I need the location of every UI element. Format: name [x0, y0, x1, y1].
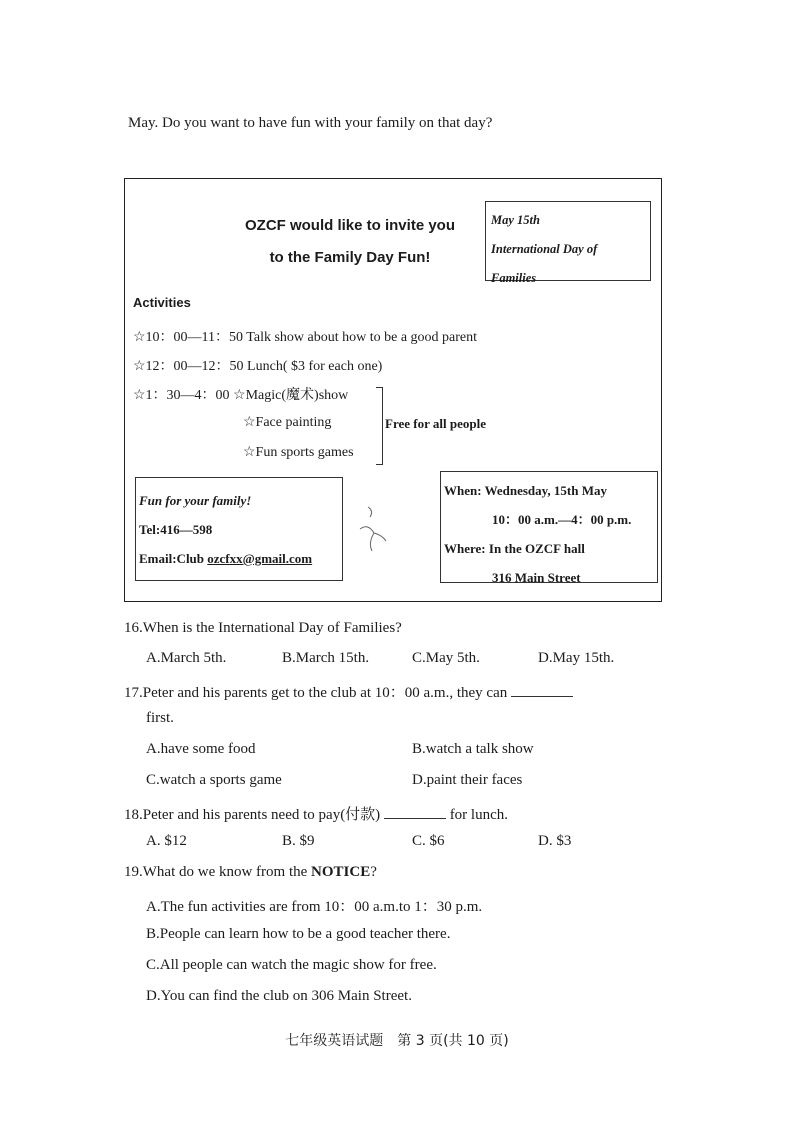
activity-item: ☆12：00—12：50 Lunch( $3 for each one) [133, 359, 383, 374]
activity-item: ☆Fun sports games [243, 445, 354, 460]
q17-stem-text: 17.Peter and his parents get to the club at 10：00 a.m., they can [124, 685, 508, 701]
answer-blank [511, 684, 573, 697]
q16-option-d: D.May 15th. [538, 650, 615, 666]
free-note: Free for all people [385, 416, 486, 431]
date-box [485, 201, 651, 285]
page-footer: 七年级英语试题 第 3 页(共 10 页) [285, 1033, 509, 1049]
activity-item: ☆10：00—11：50 Talk show about how to be a good parent [133, 330, 478, 345]
when-line [444, 476, 654, 505]
notice-poster [124, 178, 662, 602]
contact-tagline: Fun for your family! [139, 493, 252, 508]
q16-option-a: A.March 5th. [146, 650, 227, 666]
when-label: When: [444, 483, 482, 498]
q16-option-c: C.May 5th. [412, 650, 480, 666]
q18-option-c: C. $6 [412, 833, 445, 849]
activity-item: ☆Face painting [243, 415, 332, 430]
q16-option-b: B.March 15th. [282, 650, 370, 666]
q19-stem-before: 19.What do we know from the [124, 864, 312, 880]
when-day: Wednesday, 15th May [484, 483, 608, 498]
q18-stem-after: for lunch. [449, 807, 509, 823]
q18-option-a: A. $12 [146, 833, 187, 849]
poster-title-line1: OZCF would like to invite you [244, 217, 455, 234]
date-box-line: Families [491, 271, 537, 285]
poster-title-line2: to the Family Day Fun! [269, 249, 431, 266]
q17-option-a: A.have some food [146, 741, 256, 757]
when-where-box [440, 471, 658, 583]
q18-option-d: D. $3 [538, 833, 572, 849]
where-label: Where: [444, 541, 486, 556]
answer-blank [384, 806, 446, 819]
email-link[interactable]: ozcfxx@gmail.com [207, 551, 313, 566]
where-street: 316 Main Street [492, 570, 581, 585]
q19-option-b: B.People can learn how to be a good teacher there. [146, 926, 451, 942]
q19-option-c: C.All people can watch the magic show for free. [146, 957, 437, 973]
pen-scribble [350, 499, 390, 559]
contact-tel: Tel:416—598 [139, 522, 213, 537]
where-line [444, 534, 654, 563]
where-place: In the OZCF hall [488, 541, 585, 556]
contact-box [135, 477, 343, 581]
date-box-line: May 15th [491, 213, 540, 227]
question-16-stem: 16.When is the International Day of Families? [124, 620, 402, 636]
intro-text: May. Do you want to have fun with your family on that day? [128, 115, 493, 131]
question-17-stem [124, 681, 573, 702]
when-time: 10：00 a.m.—4：00 p.m. [492, 512, 632, 527]
activity-item: ☆1：30—4：00 ☆Magic(魔术)show [133, 388, 349, 403]
q19-option-a: A.The fun activities are from 10：00 a.m.to 1：30 p.m. [146, 899, 483, 915]
q18-option-b: B. $9 [282, 833, 315, 849]
q19-option-d: D.You can find the club on 306 Main Street. [146, 988, 412, 1004]
question-19-stem [124, 864, 377, 881]
contact-email [139, 544, 339, 573]
email-label: Email:Club [139, 551, 208, 566]
q19-stem-bold: NOTICE [311, 864, 371, 880]
question-17-stem-cont: first. [146, 710, 174, 726]
q19-stem-after: ? [370, 864, 377, 880]
q18-stem-before: 18.Peter and his parents need to pay(付款) [124, 807, 381, 823]
date-box-line: International Day of [491, 242, 598, 256]
q17-option-d: D.paint their faces [412, 772, 523, 788]
brace [376, 387, 383, 465]
question-18-stem [124, 803, 508, 824]
q17-option-c: C.watch a sports game [146, 772, 282, 788]
q17-option-b: B.watch a talk show [412, 741, 534, 757]
activities-heading: Activities [133, 295, 191, 310]
